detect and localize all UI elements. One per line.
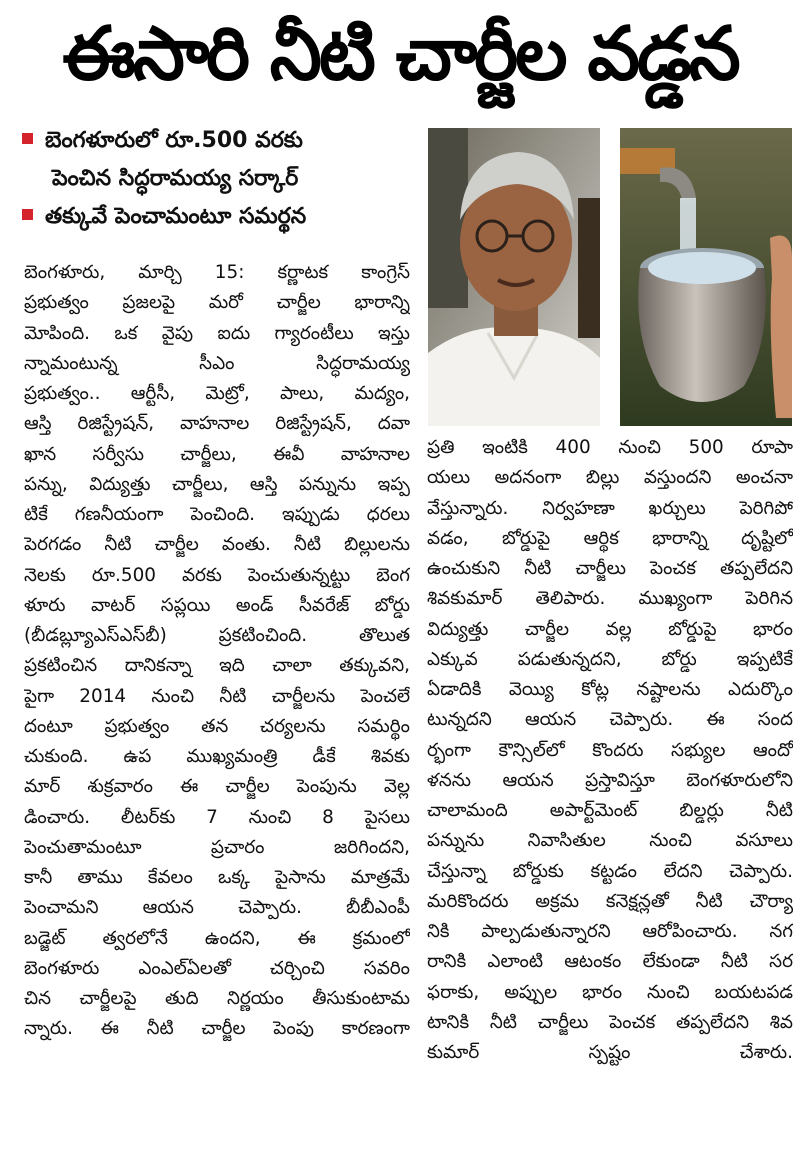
article-line: పన్నును నివాసితుల నుంచి వసూలు xyxy=(427,830,793,852)
article-line: వడం, బోర్డుపై ఆర్థిక భారాన్ని దృష్టిలో xyxy=(427,527,793,549)
article-line: ప్రతి ఇంటికి 400 నుంచి 500 రూపా xyxy=(427,437,793,458)
article-line: కానీ తాము కేవలం ఒక్క పైసాను మాత్రమే xyxy=(24,867,410,888)
article-line: బడ్జెట్ త్వరలోనే ఉందని, ఈ క్రమంలో xyxy=(24,927,410,949)
article-line: బెంగళూరు ఎంఎల్ఏలతో చర్చించి సవరిం xyxy=(24,957,410,979)
article-line: టికే గణనీయంగా పెంచింది. ఇప్పుడు ధరలు xyxy=(24,504,410,525)
bullet-item xyxy=(22,198,422,236)
bullet-item xyxy=(22,122,422,160)
bullet-list xyxy=(22,122,422,236)
article-line: దంటూ ప్రభుత్వం తన చర్యలను సమర్థిం xyxy=(24,715,410,737)
bullet-text: తక్కువే పెంచామంటూ సమర్థన xyxy=(45,204,307,229)
article-column-left xyxy=(24,258,410,1045)
bullet-item-continued: పెంచిన సిద్ధరామయ్య సర్కార్ xyxy=(52,166,299,191)
article-line: ఖాన సర్వీసు చార్జీలు, ఈవీ వాహనాల xyxy=(24,443,410,465)
article-line: మార్ శుక్రవారం ఈ చార్జీల పెంపును వెల్ల xyxy=(24,776,410,798)
article-line: ప్రభుత్వం.. ఆర్టీసీ, మెట్రో, పాలు, మద్యం, xyxy=(24,383,410,404)
article-line: ఏడాదికి వెయ్యి కోట్ల నష్టాలను ఎదుర్కొం xyxy=(427,679,793,700)
article-line: యలు అదనంగా బిల్లు వస్తుందని అంచనా xyxy=(427,467,793,489)
article-line: ళనను ఆయన ప్రస్తావిస్తూ బెంగళూరులోని xyxy=(427,769,793,791)
headline: ఈసారి నీటి చార్జీల వడ్డన xyxy=(62,11,738,97)
article-line: (బీడబ్ల్యూఎస్‌ఎస్‌బీ) ప్రకటించింది. తొలుత xyxy=(24,625,410,646)
article-line: టానికి నీటి చార్జీలు పెంచక తప్పలేదని శివ xyxy=(427,1011,793,1033)
article-line: డించారు. లీటర్‌కు 7 నుంచి 8 పైసలు xyxy=(24,806,410,828)
article-line: బెంగళూరు, మార్చి 15: కర్ణాటక కాంగ్రెస్ xyxy=(24,262,410,283)
article-line: విద్యుత్తు చార్జీల వల్ల బోర్డుపై భారం xyxy=(427,618,793,640)
article-line: నెలకు రూ.500 వరకు పెంచుతున్నట్టు బెంగ xyxy=(24,564,410,586)
article-line: టున్నదని ఆయన చెప్పారు. ఈ సంద xyxy=(427,709,793,731)
article-line: మోపింది. ఒక వైపు ఐదు గ్యారంటీలు ఇస్తు xyxy=(24,322,410,344)
article-line: రానికి ఎలాంటి ఆటంకం లేకుండా నీటి సర xyxy=(427,951,793,973)
article-line: ఫరాకు, అప్పుల భారం నుంచి బయటపడ xyxy=(427,981,793,1003)
bullet-square-icon xyxy=(22,133,33,144)
water-pot-photo xyxy=(620,128,792,426)
article-line: మరికొందరు అక్రమ కనెక్షన్లతో నీటి చౌర్యా xyxy=(427,890,793,912)
water-pot-illustration xyxy=(620,128,792,426)
article-line: న్నారు. ఈ నీటి చార్జీల పెంపు కారణంగా xyxy=(24,1018,410,1040)
bullet-square-icon xyxy=(22,209,33,220)
article-line: పైగా 2014 నుంచి నీటి చార్జీలను పెంచలే xyxy=(24,685,410,707)
article-line: ప్రభుత్వం ప్రజలపై మరో చార్జీల భారాన్ని xyxy=(24,292,410,314)
article-line: నికి పాల్పడుతున్నారని ఆరోపించారు. నగ xyxy=(427,921,793,942)
article-line: ఎక్కువ పడుతున్నదని, బోర్డు ఇప్పటికే xyxy=(427,648,793,670)
article-line: చిన చార్జీలపై తుది నిర్ణయం తీసుకుంటామ xyxy=(24,988,410,1009)
portrait-illustration xyxy=(428,128,600,426)
article-line: ఉంచుకుని నీటి చార్జీలు పెంచక తప్పలేదని xyxy=(427,558,793,579)
article-line: వేస్తున్నారు. నిర్వహణా ఖర్చులు పెరిగిపో xyxy=(427,497,793,519)
article-line: పెంచుతామంటూ ప్రచారం జరిగిందని, xyxy=(24,836,410,858)
article-line: కుమార్ స్పష్టం చేశారు. xyxy=(427,1042,793,1063)
bullet-text: బెంగళూరులో రూ.500 వరకు xyxy=(45,128,303,153)
article-line: ప్రకటించిన దానికన్నా ఇది చాలా తక్కువని, xyxy=(24,655,410,677)
article-column-right xyxy=(427,433,793,1068)
article-line: చేస్తున్నా బోర్డుకు కట్టడం లేదని చెప్పారు. xyxy=(427,860,793,882)
article-line: శివకుమార్ తెలిపారు. ముఖ్యంగా పెరిగిన xyxy=(427,588,793,610)
article-line: చుకుంది. ఉప ముఖ్యమంత్రి డీకే శివకు xyxy=(24,746,410,767)
article-line: చాలామంది అపార్ట్‌మెంట్ బిల్డర్లు నీటి xyxy=(427,800,793,821)
article-line: పెరగడం నీటి చార్జీల వంతు. నీటి బిల్లులను xyxy=(24,534,410,556)
chief-minister-photo xyxy=(428,128,600,426)
article-line: న్నామంటున్న సీఎం సిద్ధరామయ్య xyxy=(24,352,410,374)
article-line: ర్భంగా కౌన్సిల్‌లో కొందరు సభ్యుల ఆందో xyxy=(427,739,793,761)
article-line: ళూరు వాటర్ సప్లయి అండ్ సీవరేజ్ బోర్డు xyxy=(24,594,410,616)
article-line: పన్ను, విద్యుత్తు చార్జీలు, ఆస్తి పన్నును ఇప్ప xyxy=(24,473,410,495)
article-line: పెంచామని ఆయన చెప్పారు. బీబీఎంపీ xyxy=(24,897,410,919)
article-line: ఆస్తి రిజిస్ట్రేషన్, వాహనాల రిజిస్ట్రేషన్, దవా xyxy=(24,413,410,435)
